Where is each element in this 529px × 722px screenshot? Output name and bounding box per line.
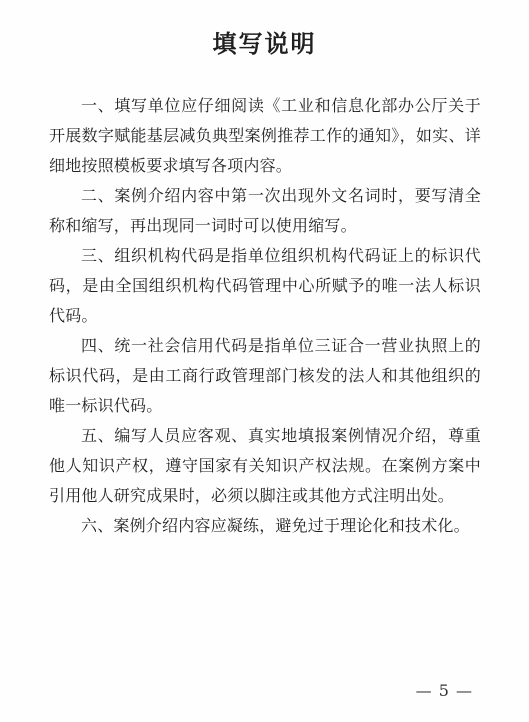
instruction-paragraph-2: 二、案例介绍内容中第一次出现外文名词时，要写清全称和缩写，再出现同一词时可以使用缩写。	[49, 186, 481, 235]
instruction-paragraph-6: 六、案例介绍内容应凝练，避免过于理论化和技术化。	[81, 516, 470, 535]
page-number: — 5 —	[415, 681, 473, 700]
instruction-paragraph-4: 四、统一社会信用代码是指单位三证合一营业执照上的标识代码，是由工商行政管理部门核发的法人和其他组织的唯一标识代码。	[49, 336, 481, 415]
instruction-paragraph-3: 三、组织机构代码是指单位组织机构代码证上的标识代码，是由全国组织机构代码管理中心所赋予的唯一法人标识代码。	[49, 246, 481, 325]
page-title: 填写说明	[212, 29, 317, 58]
instruction-paragraph-5: 五、编写人员应客观、真实地填报案例情况介绍，尊重他人知识产权，遵守国家有关知识产权法规。在案例方案中引用他人研究成果时，必须以脚注或其他方式注明出处。	[49, 426, 481, 505]
instructions-body	[49, 91, 481, 541]
instruction-paragraph-1: 一、填写单位应仔细阅读《工业和信息化部办公厅关于开展数字赋能基层减负典型案例推荐工作的通知》，如实、详细地按照模板要求填写各项内容。	[49, 96, 481, 175]
